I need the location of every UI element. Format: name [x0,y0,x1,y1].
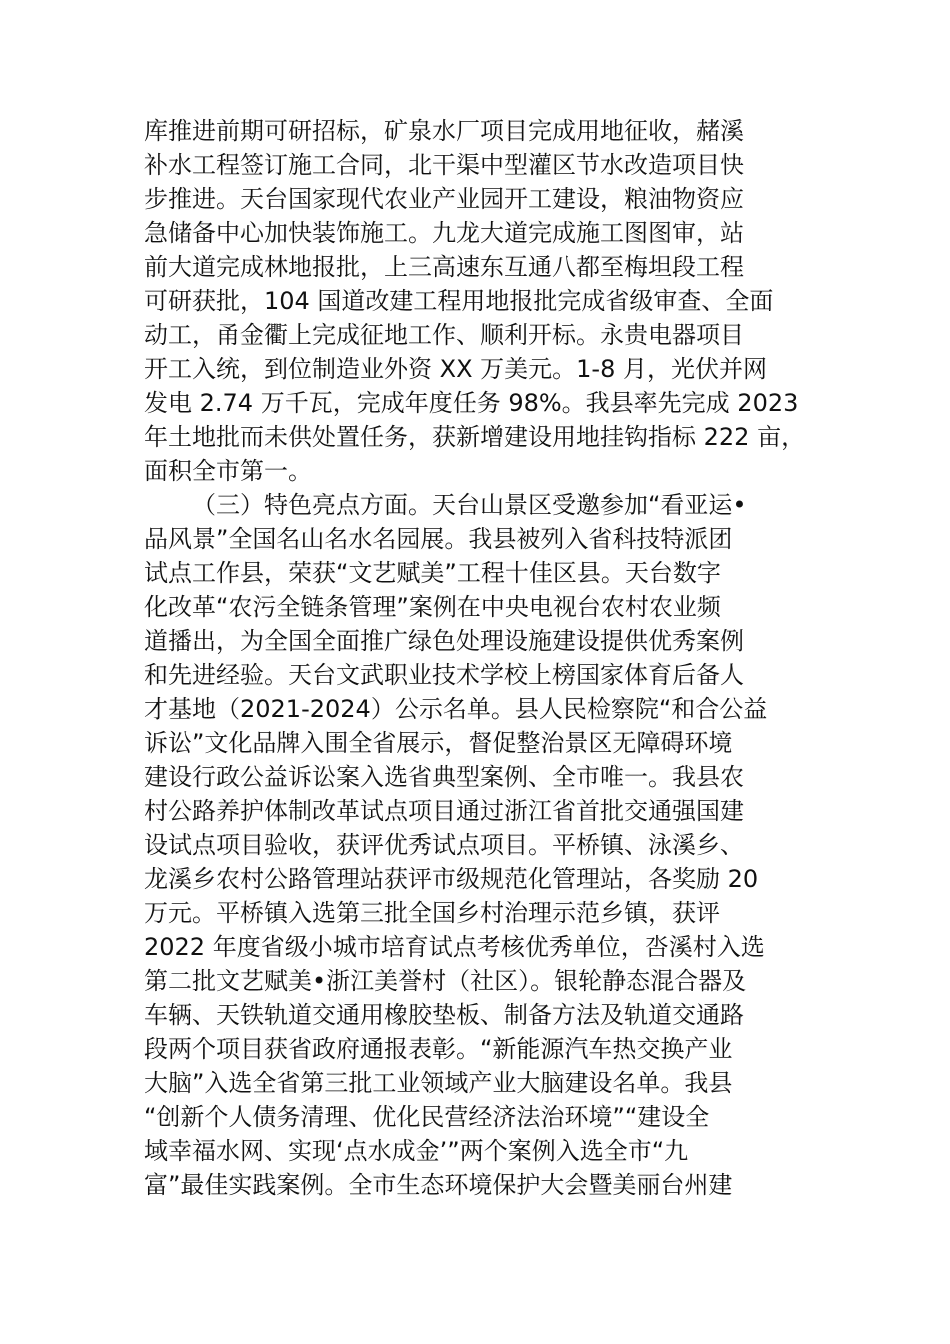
text-line: 步推进。天台国家现代农业产业园开工建设，粮油物资应 [144,185,744,213]
paragraph-section-three [144,488,834,1202]
text-line: 万元。平桥镇入选第三批全国乡村治理示范乡镇，获评 [144,899,720,927]
text-line: 车辆、天铁轨道交通用橡胶垫板、制备方法及轨道交通路 [144,1001,744,1029]
text-line: 试点工作县，荣获“文艺赋美”工程十佳区县。天台数字 [144,559,721,587]
text-line: 设试点项目验收，获评优秀试点项目。平桥镇、泳溪乡、 [144,831,744,859]
text-line: 库推进前期可研招标，矿泉水厂项目完成用地征收，赭溪 [144,117,744,145]
text-line: 化改革“农污全链条管理”案例在中央电视台农村农业频 [144,593,721,621]
text-line: 前大道完成林地报批，上三高速东互通八都至梅坦段工程 [144,253,744,281]
text-line: 域幸福水网、实现‘点水成金’”两个案例入选全市“九 [144,1137,689,1165]
text-line: 发电 2.74 万千瓦，完成年度任务 98%。我县率先完成 2023 [144,389,799,417]
text-line: “创新个人债务清理、优化民营经济法治环境”“建设全 [144,1103,710,1131]
text-line: 龙溪乡农村公路管理站获评市级规范化管理站，各奖励 20 [144,865,759,893]
text-line: 建设行政公益诉讼案入选省典型案例、全市唯一。我县农 [144,763,744,791]
text-line: 动工，甬金衢上完成征地工作、顺利开标。永贵电器项目 [144,321,744,349]
text-line: 面积全市第一。 [144,457,312,485]
paragraph-heading-line: （三）特色亮点方面。天台山景区受邀参加“看亚运• [192,491,747,519]
paragraph-continued [144,114,834,488]
text-line: 急储备中心加快装饰施工。九龙大道完成施工图图审，站 [144,219,744,247]
text-line: 和先进经验。天台文武职业技术学校上榜国家体育后备人 [144,661,744,689]
text-line: 诉讼”文化品牌入围全省展示，督促整治景区无障碍环境 [144,729,733,757]
text-line: 2022 年度省级小城市培育试点考核优秀单位，呇溪村入选 [144,933,765,961]
text-line: 段两个项目获省政府通报表彰。“新能源汽车热交换产业 [144,1035,733,1063]
text-line: 才基地（2021-2024）公示名单。县人民检察院“和合公益 [144,695,768,723]
text-line: 可研获批，104 国道改建工程用地报批完成省级审查、全面 [144,287,774,315]
text-line: 道播出，为全国全面推广绿色处理设施建设提供优秀案例 [144,627,744,655]
text-line: 年土地批而未供处置任务，获新增建设用地挂钩指标 222 亩， [144,423,806,451]
body-text [144,114,834,1202]
text-line: 村公路养护体制改革试点项目通过浙江省首批交通强国建 [144,797,744,825]
text-line: 第二批文艺赋美•浙江美誉村（社区）。银轮静态混合器及 [144,967,747,995]
text-line: 品风景”全国名山名水名园展。我县被列入省科技特派团 [144,525,733,553]
text-line: 补水工程签订施工合同，北干渠中型灌区节水改造项目快 [144,151,744,179]
text-line: 开工入统，到位制造业外资 XX 万美元。1-8 月，光伏并网 [144,355,767,383]
text-line: 大脑”入选全省第三批工业领域产业大脑建设名单。我县 [144,1069,733,1097]
text-line: 富”最佳实践案例。全市生态环境保护大会暨美丽台州建 [144,1171,733,1199]
